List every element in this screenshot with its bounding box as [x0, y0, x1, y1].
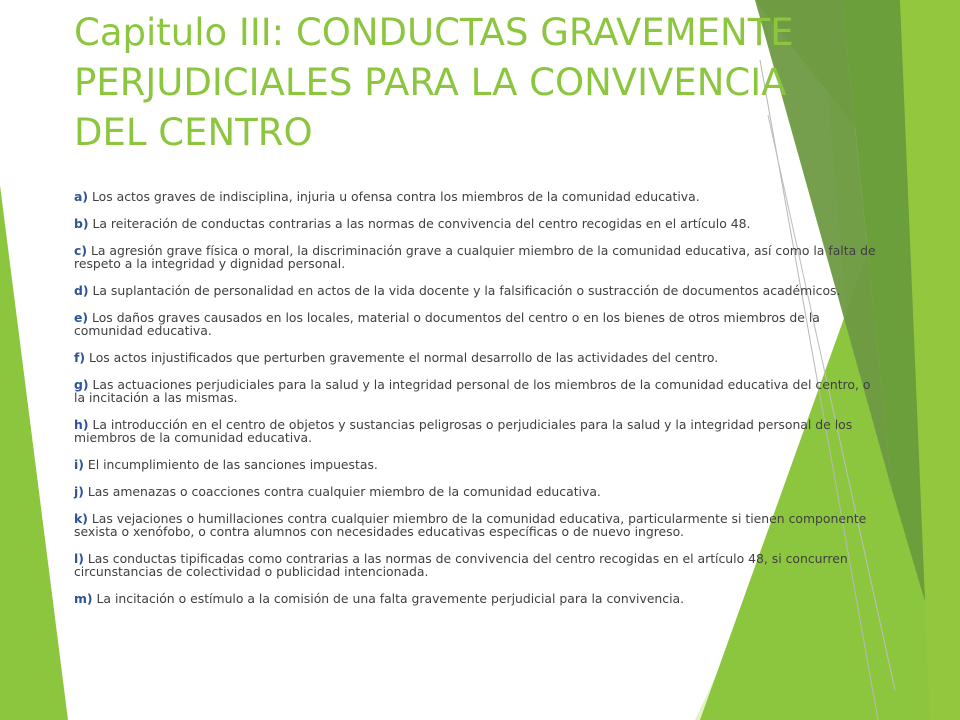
item-text: La incitación o estímulo a la comisión de una falta gravemente perjudicial para la convivencia. [96, 591, 685, 606]
item-text: Las actuaciones perjudiciales para la salud y la integridad personal de los miembros de la comunidad educativa del centro, o la incitación a las mismas. [74, 377, 871, 405]
list-item [74, 244, 884, 270]
item-text: El incumplimiento de las sanciones impuestas. [87, 457, 378, 472]
list-item [74, 592, 884, 605]
left-green-shape [0, 185, 68, 720]
list-item [74, 190, 884, 203]
list-item [74, 458, 884, 471]
item-letter: f) [74, 350, 86, 365]
item-letter: m) [74, 591, 93, 606]
list-item [74, 512, 884, 538]
item-text: Los actos graves de indisciplina, injuria u ofensa contra los miembros de la comunidad educativa. [91, 189, 700, 204]
item-letter: a) [74, 189, 89, 204]
item-letter: h) [74, 417, 89, 432]
list-item [74, 485, 884, 498]
list-item [74, 217, 884, 230]
item-letter: j) [74, 484, 84, 499]
item-letter: e) [74, 310, 89, 325]
list-item [74, 284, 884, 297]
item-text: Los daños graves causados en los locales, material o documentos del centro o en los bienes de otros miembros de la comunidad educativa. [74, 310, 820, 338]
item-letter: c) [74, 243, 88, 258]
list-item [74, 418, 884, 444]
item-text: La suplantación de personalidad en actos de la vida docente y la falsificación o sustracción de documentos académicos. [92, 283, 841, 298]
list-item [74, 378, 884, 404]
item-text: La agresión grave física o moral, la discriminación grave a cualquier miembro de la comunidad educativa, así como la falta de respeto a la integridad y dignidad personal. [74, 243, 876, 271]
conduct-list [74, 190, 884, 619]
item-letter: i) [74, 457, 84, 472]
list-item [74, 552, 884, 578]
item-text: La introducción en el centro de objetos y sustancias peligrosas o perjudiciales para la salud y la integridad personal de los miembros de la comunidad educativa. [74, 417, 853, 445]
item-text: Las conductas tipificadas como contrarias a las normas de convivencia del centro recogidas en el artículo 48, si concurren circunstancias de colectividad o publicidad intencionada. [74, 551, 848, 579]
list-item [74, 311, 884, 337]
item-text: Las amenazas o coacciones contra cualquier miembro de la comunidad educativa. [87, 484, 601, 499]
item-text: Las vejaciones o humillaciones contra cualquier miembro de la comunidad educativa, particularmente si tienen componente sexista o xenófobo, o contra alumnos con necesidades educativas específicas o de nuevo ingreso. [74, 511, 867, 539]
item-letter: g) [74, 377, 89, 392]
item-text: Los actos injustificados que perturben gravemente el normal desarrollo de las actividades del centro. [89, 350, 719, 365]
item-letter: b) [74, 216, 89, 231]
item-letter: l) [74, 551, 84, 566]
item-text: La reiteración de conductas contrarias a las normas de convivencia del centro recogidas en el artículo 48. [92, 216, 751, 231]
item-letter: d) [74, 283, 89, 298]
item-letter: k) [74, 511, 88, 526]
slide-title: Capitulo III: CONDUCTAS GRAVEMENTE PERJUDICIALES PARA LA CONVIVENCIA DEL CENTRO [74, 11, 794, 154]
list-item [74, 351, 884, 364]
